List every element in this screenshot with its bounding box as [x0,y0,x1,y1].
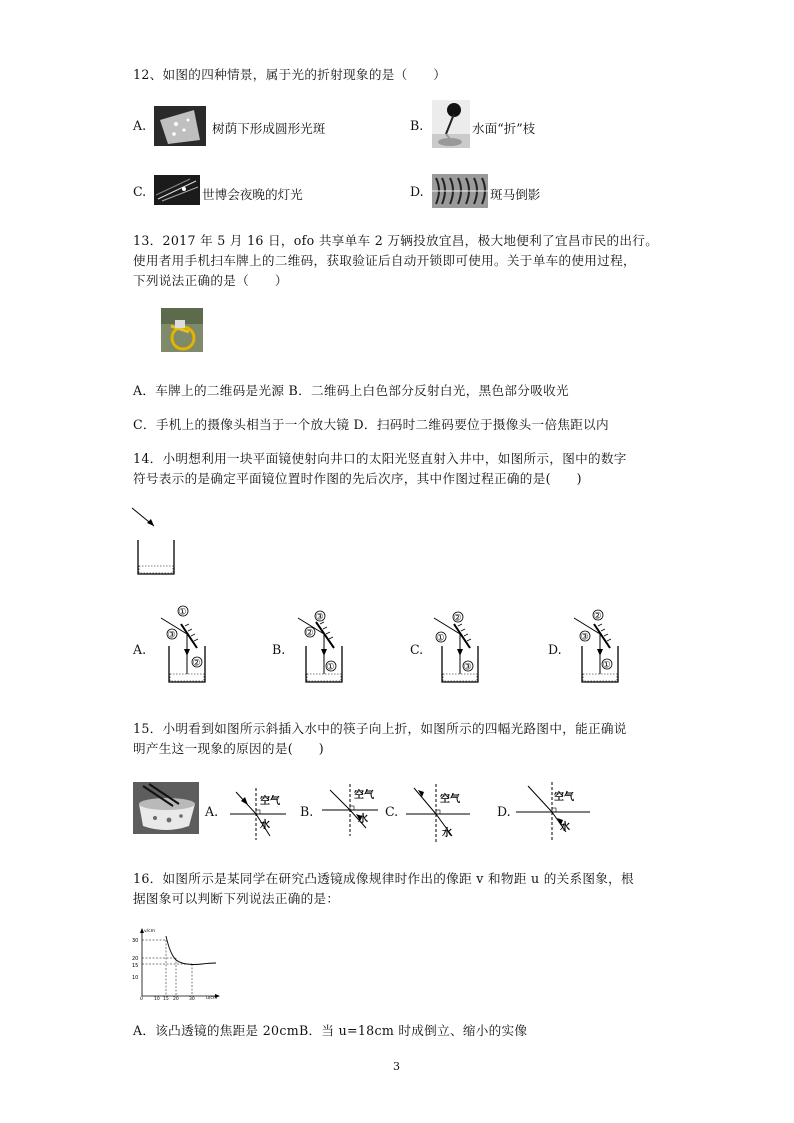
q16-xlabel: u/cm [206,996,218,1000]
q14-option-a-letter: A. [133,642,147,657]
q12-option-b-letter: B. [410,118,424,133]
q16-option-a: A．该凸透镜的焦距是 20cmB．当 u=18cm 时成倒立、缩小的实像 [133,1023,528,1038]
q12-option-a-image [154,106,206,146]
q14-option-b-letter: B. [272,642,286,657]
q14-b-mark-1: ③ [315,612,324,623]
q16-xtick-15: 15 [163,997,169,1000]
q15-option-d-letter: D. [497,804,511,819]
q13-bike-image [161,308,203,352]
q12-option-b-text: 水面“折”枝 [472,121,536,136]
q14-option-b-figure [292,604,362,688]
q14-d-mark-1: ② [593,611,602,622]
q14-a-mark-1: ① [178,607,187,618]
q15-option-d-figure [514,780,594,842]
q12-stem: 12、如图的四种情景，属于光的折射现象的是（ ） [133,67,447,82]
q15-d-water-label: 水 [560,822,570,833]
q14-option-a-figure [155,604,225,688]
q13-options-line-2: C．手机上的摄像头相当于一个放大镜 D．扫码时二维码要位于摄像头一倍焦距以内 [133,417,609,432]
q13-line-2: 使用者用手机扫车牌上的二维码，获取验证后自动开锁即可使用。关于单车的使用过程， [133,253,636,268]
q14-line-1: 14．小明想利用一块平面镜使射向井口的太阳光竖直射入井中，如图所示，图中的数字 [133,451,627,466]
q13-line-3: 下列说法正确的是（ ） [133,273,288,288]
q16-line-2: 据图象可以判断下列说法正确的是： [133,891,340,906]
q14-line-2: 符号表示的是确定平面镜位置时作图的先后次序，其中作图过程正确的是( ) [133,471,582,486]
q16-xtick-30: 30 [189,997,195,1000]
q12-option-c-image [154,175,200,205]
q15-bowl-image [133,782,199,834]
q15-line-2: 明产生这一现象的原因的是( ) [133,741,324,756]
q14-d-mark-3: ① [602,660,611,671]
q12-option-b-image [432,100,470,148]
q15-option-c-letter: C. [385,804,399,819]
q15-a-air-label: 空气 [260,796,280,807]
q16-ytick-10: 10 [132,975,139,981]
q15-option-c-figure [404,782,472,844]
q16-xtick-0: 0 [140,997,143,1000]
q14-c-mark-2: ① [436,633,445,644]
q15-option-b-letter: B. [300,804,314,819]
q14-c-mark-1: ② [453,613,462,624]
q14-option-c-figure [428,604,498,688]
q16-line-1: 16．如图所示是某同学在研究凸透镜成像规律时作出的像距 v 和物距 u 的关系图象，根 [133,871,634,886]
q16-ytick-15: 15 [132,963,139,969]
q14-a-mark-2: ③ [167,630,176,641]
q12-option-a-letter: A. [133,118,147,133]
q14-well-figure [128,500,188,580]
q14-a-mark-3: ② [192,658,201,669]
q12-option-a-text: 树荫下形成圆形光斑 [212,121,326,136]
q15-option-a-letter: A. [205,804,219,819]
q15-option-b-figure [320,782,380,838]
q14-option-c-letter: C. [410,642,424,657]
page-number: 3 [393,1060,400,1073]
q14-option-d-figure [568,604,638,688]
q13-line-1: 13．2017 年 5 月 16 日，ofo 共享单车 2 万辆投放宜昌，极大地便利了宜昌市民的出行。 [133,233,659,248]
q14-c-mark-3: ③ [463,662,472,673]
q14-option-d-letter: D. [548,642,562,657]
q16-ytick-20: 20 [132,956,139,962]
q12-option-c-letter: C. [133,184,147,199]
q16-ytick-30: 30 [132,938,139,944]
q15-b-air-label: 空气 [354,790,374,801]
q15-d-air-label: 空气 [554,792,574,803]
q14-b-mark-3: ① [326,662,335,673]
q15-b-water-label: 水 [358,814,368,825]
q16-xtick-10: 10 [154,997,160,1000]
q15-line-1: 15．小明看到如图所示斜插入水中的筷子向上折，如图所示的四幅光路图中，能正确说 [133,721,627,736]
q13-options-line-1: A．车牌上的二维码是光源 B．二维码上白色部分反射白光，黑色部分吸收光 [133,383,569,398]
q12-option-d-letter: D. [410,184,424,199]
q15-c-water-label: 水 [442,828,452,839]
q14-b-mark-2: ② [305,628,314,639]
q16-graph [130,926,222,1000]
q12-option-c-text: 世博会夜晚的灯光 [202,187,303,202]
q12-option-d-text: 斑马倒影 [490,187,541,202]
q15-option-a-figure [228,786,288,842]
q16-xtick-20: 20 [173,997,179,1000]
q12-option-d-image [432,174,488,208]
q15-a-water-label: 水 [260,820,270,831]
q14-d-mark-2: ③ [580,632,589,643]
q15-c-air-label: 空气 [440,794,460,805]
q16-ylabel: v/cm [144,929,156,934]
